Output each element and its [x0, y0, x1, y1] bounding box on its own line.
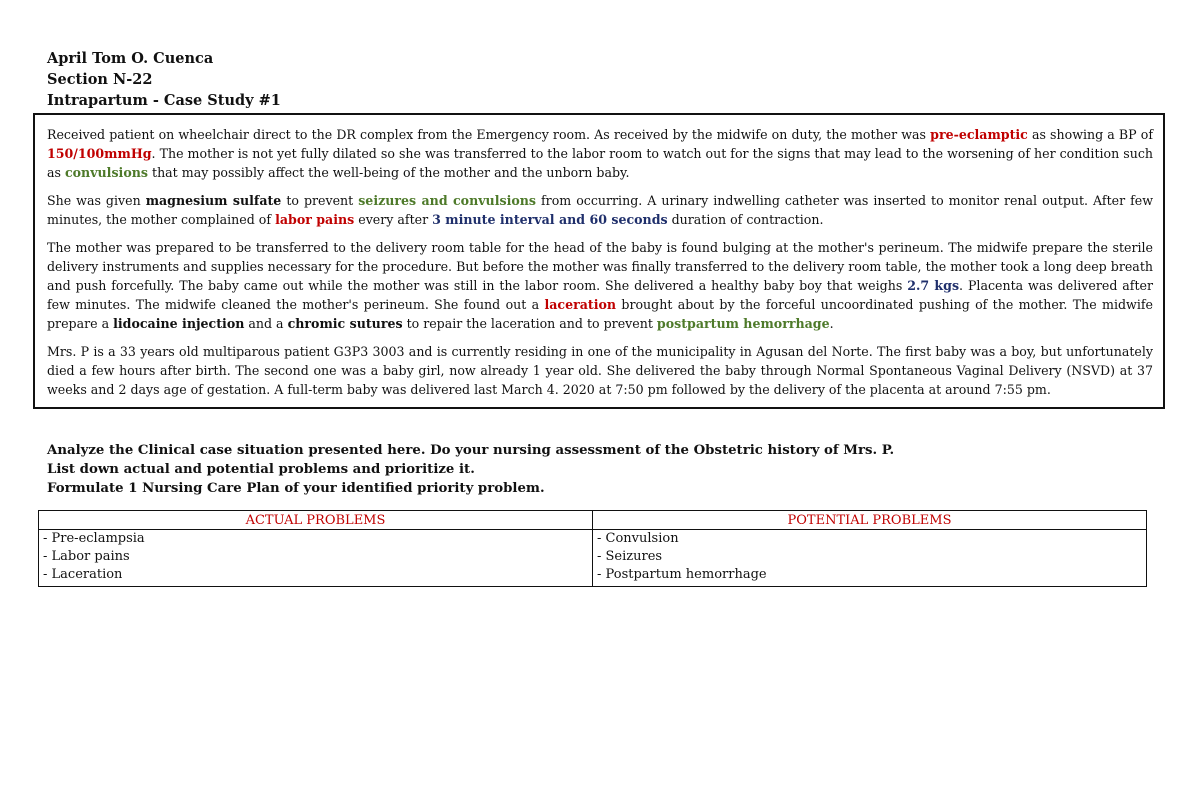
problems-table: [38, 510, 1147, 587]
highlight-bp: 150/100mmHg: [47, 146, 152, 161]
potential-problems-cell: [593, 530, 1147, 587]
case-situation-box: [33, 113, 1165, 409]
highlight-seizures-convulsions: seizures and convulsions: [358, 193, 537, 208]
list-item: - Postpartum hemorrhage: [597, 567, 767, 582]
case-paragraph-3: The mother was prepared to be transferred to the delivery room table for the head of the baby is found bulging at the mother's perineum. The midwife prepare the sterile delivery instruments and supplies necessary for the procedure. But before the mother was finally transferred to the delivery room table, the mother took a long deep breath and push forcefully. The baby came out while the mother was still in the labor room. She delivered a healthy baby boy that weighs 2.7 kgs. Placenta was delivered after few minutes. The midwife cleaned the mother's perineum. She found out a laceration brought about by the forceful uncoordinated pushing of the mother. The midwife prepare a lidocaine injection and a chromic sutures to repair the laceration and to prevent postpartum hemorrhage.: [47, 240, 1154, 331]
case-paragraph-4: Mrs. P is a 33 years old multiparous patient G3P3 3003 and is currently residing in one of the municipality in Agusan del Norte. The first baby was a boy, but unfortunately died a few hours after birth. The second one was a baby girl, now already 1 year old. She delivered the baby through Normal Spontaneous Vaginal Delivery (NSVD) at 37 weeks and 2 days age of gestation. A full-term baby was delivered last March 4. 2020 at 7:50 pm followed by the delivery of the placenta at around 7:55 pm.: [47, 344, 1153, 397]
document-header: [47, 48, 281, 111]
section-label: Section N-22: [47, 71, 153, 88]
highlight-weight: 2.7 kgs: [907, 278, 960, 293]
list-item: - Laceration: [43, 567, 123, 582]
case-paragraph-2: She was given magnesium sulfate to prevent seizures and convulsions from occurring. A urinary indwelling catheter was inserted to monitor renal output. After few minutes, the mother complained of labor pains every after 3 minute interval and 60 seconds duration of contraction.: [47, 193, 1154, 227]
highlight-magnesium-sulfate: magnesium sulfate: [145, 193, 282, 208]
highlight-contraction-interval: 3 minute interval and 60 seconds: [432, 212, 668, 227]
list-item: - Convulsion: [597, 531, 679, 546]
actual-problems-cell: [39, 530, 593, 587]
list-item: - Labor pains: [43, 549, 130, 564]
actual-problems-header: ACTUAL PROBLEMS: [39, 511, 593, 530]
list-item: - Seizures: [597, 549, 663, 564]
instruction-line: Analyze the Clinical case situation presented here. Do your nursing assessment of the Obstetric history of Mrs. P.: [47, 443, 895, 458]
highlight-labor-pains: labor pains: [275, 212, 355, 227]
highlight-lidocaine: lidocaine injection: [113, 316, 245, 331]
highlight-postpartum-hemorrhage: postpartum hemorrhage: [656, 316, 830, 331]
highlight-chromic-sutures: chromic sutures: [287, 316, 403, 331]
case-study-title: Intrapartum - Case Study #1: [47, 92, 281, 109]
list-item: - Pre-eclampsia: [43, 531, 145, 546]
highlight-pre-eclamptic: pre-eclamptic: [930, 127, 1028, 142]
highlight-convulsions: convulsions: [64, 165, 148, 180]
instruction-line: Formulate 1 Nursing Care Plan of your identified priority problem.: [47, 481, 545, 496]
highlight-laceration: laceration: [544, 297, 617, 312]
instructions: [47, 441, 894, 498]
instruction-line: List down actual and potential problems and prioritize it.: [47, 462, 475, 477]
case-paragraph-1: Received patient on wheelchair direct to the DR complex from the Emergency room. As received by the midwife on duty, the mother was pre-eclamptic as showing a BP of 150/100mmHg. The mother is not yet fully dilated so she was transferred to the labor room to watch out for the signs that may lead to the worsening of her condition such as convulsions that may possibly affect the well-being of the mother and the unborn baby.: [47, 127, 1153, 180]
potential-problems-header: POTENTIAL PROBLEMS: [593, 511, 1147, 530]
student-name: April Tom O. Cuenca: [47, 50, 214, 67]
table-row: [39, 530, 1147, 587]
